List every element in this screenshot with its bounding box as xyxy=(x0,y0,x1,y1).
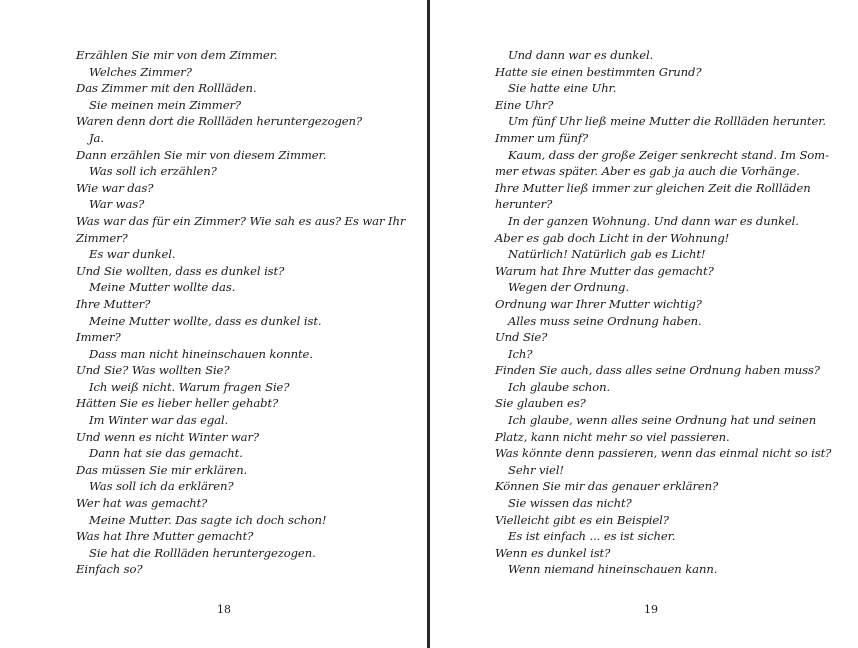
text-line: Was soll ich da erklären? xyxy=(89,479,234,494)
right-page-text xyxy=(495,47,832,578)
text-line: Ich glaube, wenn alles seine Ordnung hat und seinen xyxy=(508,413,817,428)
text-line: Warum hat Ihre Mutter das gemacht? xyxy=(495,263,714,278)
text-line: Eine Uhr? xyxy=(495,97,554,112)
text-line: Es war dunkel. xyxy=(89,247,176,262)
text-line: Dann erzählen Sie mir von diesem Zimmer. xyxy=(76,147,327,162)
text-line: Wer hat was gemacht? xyxy=(76,496,208,511)
text-line: Waren denn dort die Rollläden heruntergezogen? xyxy=(76,114,363,129)
text-line: Ja. xyxy=(89,130,104,145)
text-line: Meine Mutter wollte das. xyxy=(89,280,236,295)
text-line: Immer um fünf? xyxy=(495,130,589,145)
text-line: Hätten Sie es lieber heller gehabt? xyxy=(76,396,279,411)
text-line: Ordnung war Ihrer Mutter wichtig? xyxy=(495,296,702,311)
text-line: Können Sie mir das genauer erklären? xyxy=(495,479,719,494)
text-line: Ich weiß nicht. Warum fragen Sie? xyxy=(89,379,290,394)
right-page xyxy=(430,0,858,648)
text-line: Ihre Mutter ließ immer zur gleichen Zeit die Rollläden xyxy=(495,180,811,195)
text-line: Ich? xyxy=(508,346,533,361)
text-line: Sehr viel! xyxy=(508,462,564,477)
text-line: Finden Sie auch, dass alles seine Ordnung haben muss? xyxy=(495,363,820,378)
text-line: Kaum, dass der große Zeiger senkrecht stand. Im Som- xyxy=(508,147,829,162)
left-page xyxy=(0,0,427,648)
text-line: herunter? xyxy=(495,197,553,212)
left-page-number: 18 xyxy=(217,603,231,616)
text-line: Und wenn es nicht Winter war? xyxy=(76,429,260,444)
text-line: Alles muss seine Ordnung haben. xyxy=(508,313,702,328)
text-line: Und Sie? Was wollten Sie? xyxy=(76,363,230,378)
text-line: Es ist einfach ... es ist sicher. xyxy=(508,529,676,544)
text-line: Das Zimmer mit den Rollläden. xyxy=(76,81,257,96)
text-line: Hatte sie einen bestimmten Grund? xyxy=(495,64,702,79)
text-line: Immer? xyxy=(76,330,121,345)
text-line: Wenn es dunkel ist? xyxy=(495,545,611,560)
text-line: Meine Mutter. Das sagte ich doch schon! xyxy=(89,512,327,527)
text-line: Das müssen Sie mir erklären. xyxy=(76,462,248,477)
text-line: Was soll ich erzählen? xyxy=(89,164,217,179)
text-line: Sie glauben es? xyxy=(495,396,586,411)
text-line: Und Sie wollten, dass es dunkel ist? xyxy=(76,263,285,278)
text-line: Sie hatte eine Uhr. xyxy=(508,81,617,96)
text-line: Sie hat die Rollläden heruntergezogen. xyxy=(89,545,316,560)
text-line: mer etwas später. Aber es gab ja auch die Vorhänge. xyxy=(495,164,800,179)
text-line: Und dann war es dunkel. xyxy=(508,48,654,62)
text-line: Was war das für ein Zimmer? Wie sah es aus? Es war Ihr xyxy=(76,213,406,228)
right-page-number: 19 xyxy=(644,603,658,616)
text-line: Dann hat sie das gemacht. xyxy=(89,446,243,461)
text-line: In der ganzen Wohnung. Und dann war es dunkel. xyxy=(508,213,799,228)
text-line: Vielleicht gibt es ein Beispiel? xyxy=(495,512,669,527)
text-line: Wenn niemand hineinschauen kann. xyxy=(508,562,718,577)
text-line: Einfach so? xyxy=(76,562,143,577)
text-line: Um fünf Uhr ließ meine Mutter die Rollläden herunter. xyxy=(508,114,826,129)
text-line: Meine Mutter wollte, dass es dunkel ist. xyxy=(89,313,322,328)
text-line: Ich glaube schon. xyxy=(508,379,611,394)
text-line: Und Sie? xyxy=(495,330,548,345)
text-line: War was? xyxy=(89,197,145,212)
text-line: Im Winter war das egal. xyxy=(89,413,229,428)
text-line: Was könnte denn passieren, wenn das einmal nicht so ist? xyxy=(495,446,832,461)
text-line: Wie war das? xyxy=(76,180,154,195)
text-line: Dass man nicht hineinschauen konnte. xyxy=(89,346,313,361)
left-page-text xyxy=(76,47,406,578)
text-line: Sie meinen mein Zimmer? xyxy=(89,97,242,112)
text-line: Sie wissen das nicht? xyxy=(508,496,632,511)
text-line: Ihre Mutter? xyxy=(76,296,151,311)
text-line: Platz, kann nicht mehr so viel passieren. xyxy=(495,429,730,444)
text-line: Zimmer? xyxy=(76,230,128,245)
text-line: Erzählen Sie mir von dem Zimmer. xyxy=(76,48,278,62)
text-line: Welches Zimmer? xyxy=(89,64,192,79)
text-line: Aber es gab doch Licht in der Wohnung! xyxy=(495,230,730,245)
text-line: Wegen der Ordnung. xyxy=(508,280,629,295)
text-line: Natürlich! Natürlich gab es Licht! xyxy=(508,247,706,262)
text-line: Was hat Ihre Mutter gemacht? xyxy=(76,529,254,544)
